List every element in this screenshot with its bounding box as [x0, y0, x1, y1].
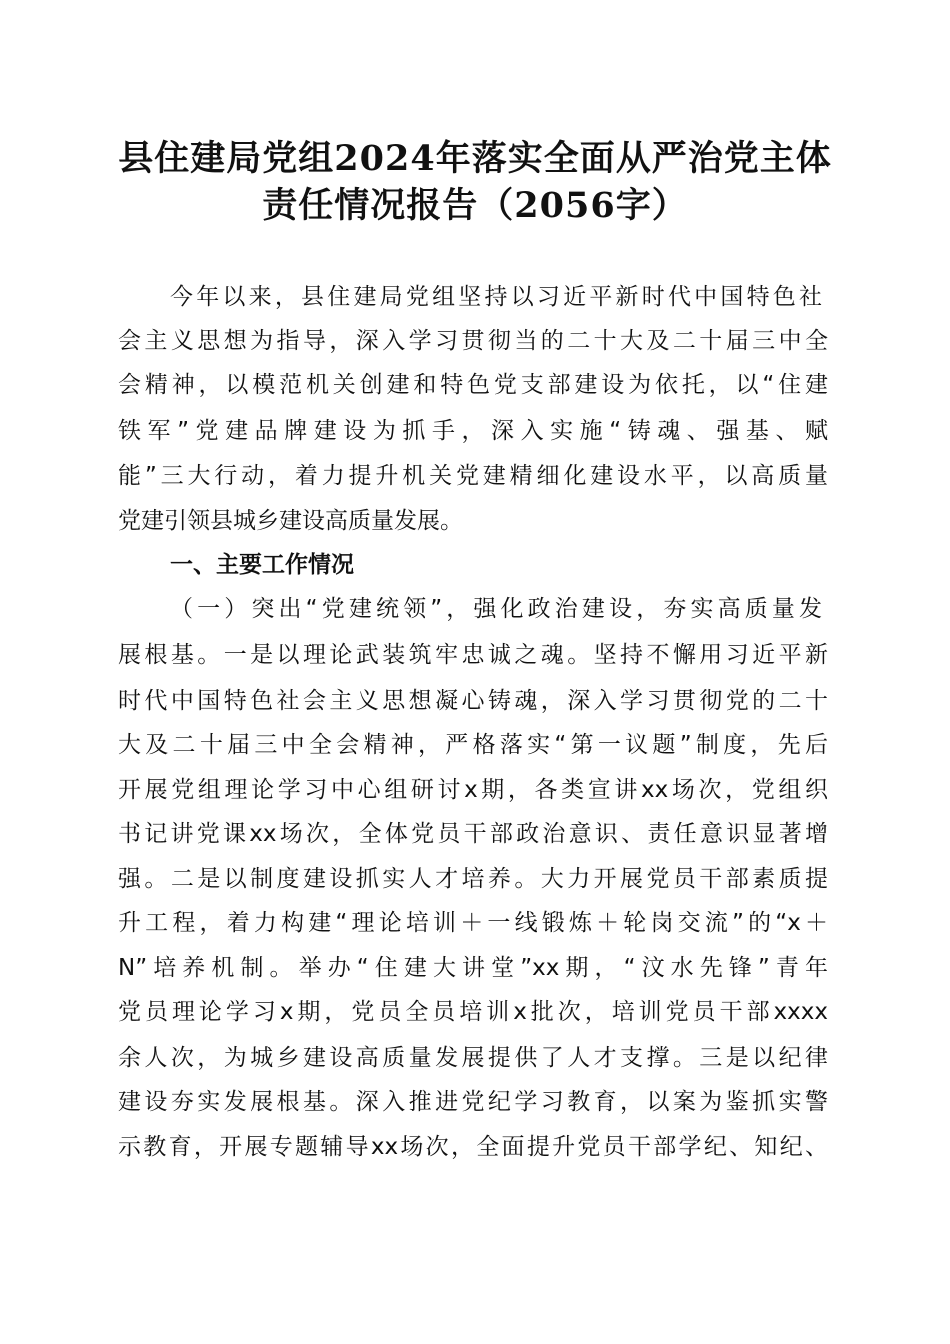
body-line: 铁军”党建品牌建设为抓手，深入实施“铸魂、强基、赋: [118, 418, 828, 444]
body-line: 建设夯实发展根基。深入推进党纪学习教育，以案为鉴抓实警: [118, 1089, 828, 1115]
body-line: 时代中国特色社会主义思想凝心铸魂，深入学习贯彻党的二十: [118, 688, 828, 714]
body-line: （一）突出“党建统领”，强化政治建设，夯实高质量发: [170, 596, 822, 622]
body-line: 强。二是以制度建设抓实人才培养。大力开展党员干部素质提: [118, 866, 828, 892]
document-title-line-1: 县住建局党组2024年落实全面从严治党主体: [118, 138, 832, 179]
document-title-line-2: 责任情况报告（2056字）: [262, 185, 688, 226]
section-heading: 一、主要工作情况: [170, 552, 354, 578]
body-line: 党员理论学习x期，党员全员培训x批次，培训党员干部xxxx: [118, 999, 828, 1025]
body-line: 余人次，为城乡建设高质量发展提供了人才支撑。三是以纪律: [118, 1045, 828, 1071]
body-line: 展根基。一是以理论武装筑牢忠诚之魂。坚持不懈用习近平新: [118, 642, 828, 668]
body-line: 升工程，着力构建“理论培训＋一线锻炼＋轮岗交流”的“x＋: [118, 910, 828, 936]
body-line: 党建引领县城乡建设高质量发展。: [118, 508, 463, 534]
body-line: 大及二十届三中全会精神，严格落实“第一议题”制度，先后: [118, 732, 828, 758]
body-line: 会精神，以模范机关创建和特色党支部建设为依托，以“住建: [118, 372, 828, 398]
body-line: 会主义思想为指导，深入学习贯彻当的二十大及二十届三中全: [118, 328, 828, 354]
body-line: 能”三大行动，着力提升机关党建精细化建设水平，以高质量: [118, 463, 828, 489]
body-line: N”培养机制。举办“住建大讲堂”xx期，“汶水先锋”青年: [118, 955, 828, 981]
body-line: 书记讲党课xx场次，全体党员干部政治意识、责任意识显著增: [118, 821, 828, 847]
body-line: 今年以来，县住建局党组坚持以习近平新时代中国特色社: [170, 284, 822, 310]
body-line: 示教育，开展专题辅导xx场次，全面提升党员干部学纪、知纪、: [118, 1134, 828, 1160]
body-line: 开展党组理论学习中心组研讨x期，各类宣讲xx场次，党组织: [118, 777, 828, 803]
